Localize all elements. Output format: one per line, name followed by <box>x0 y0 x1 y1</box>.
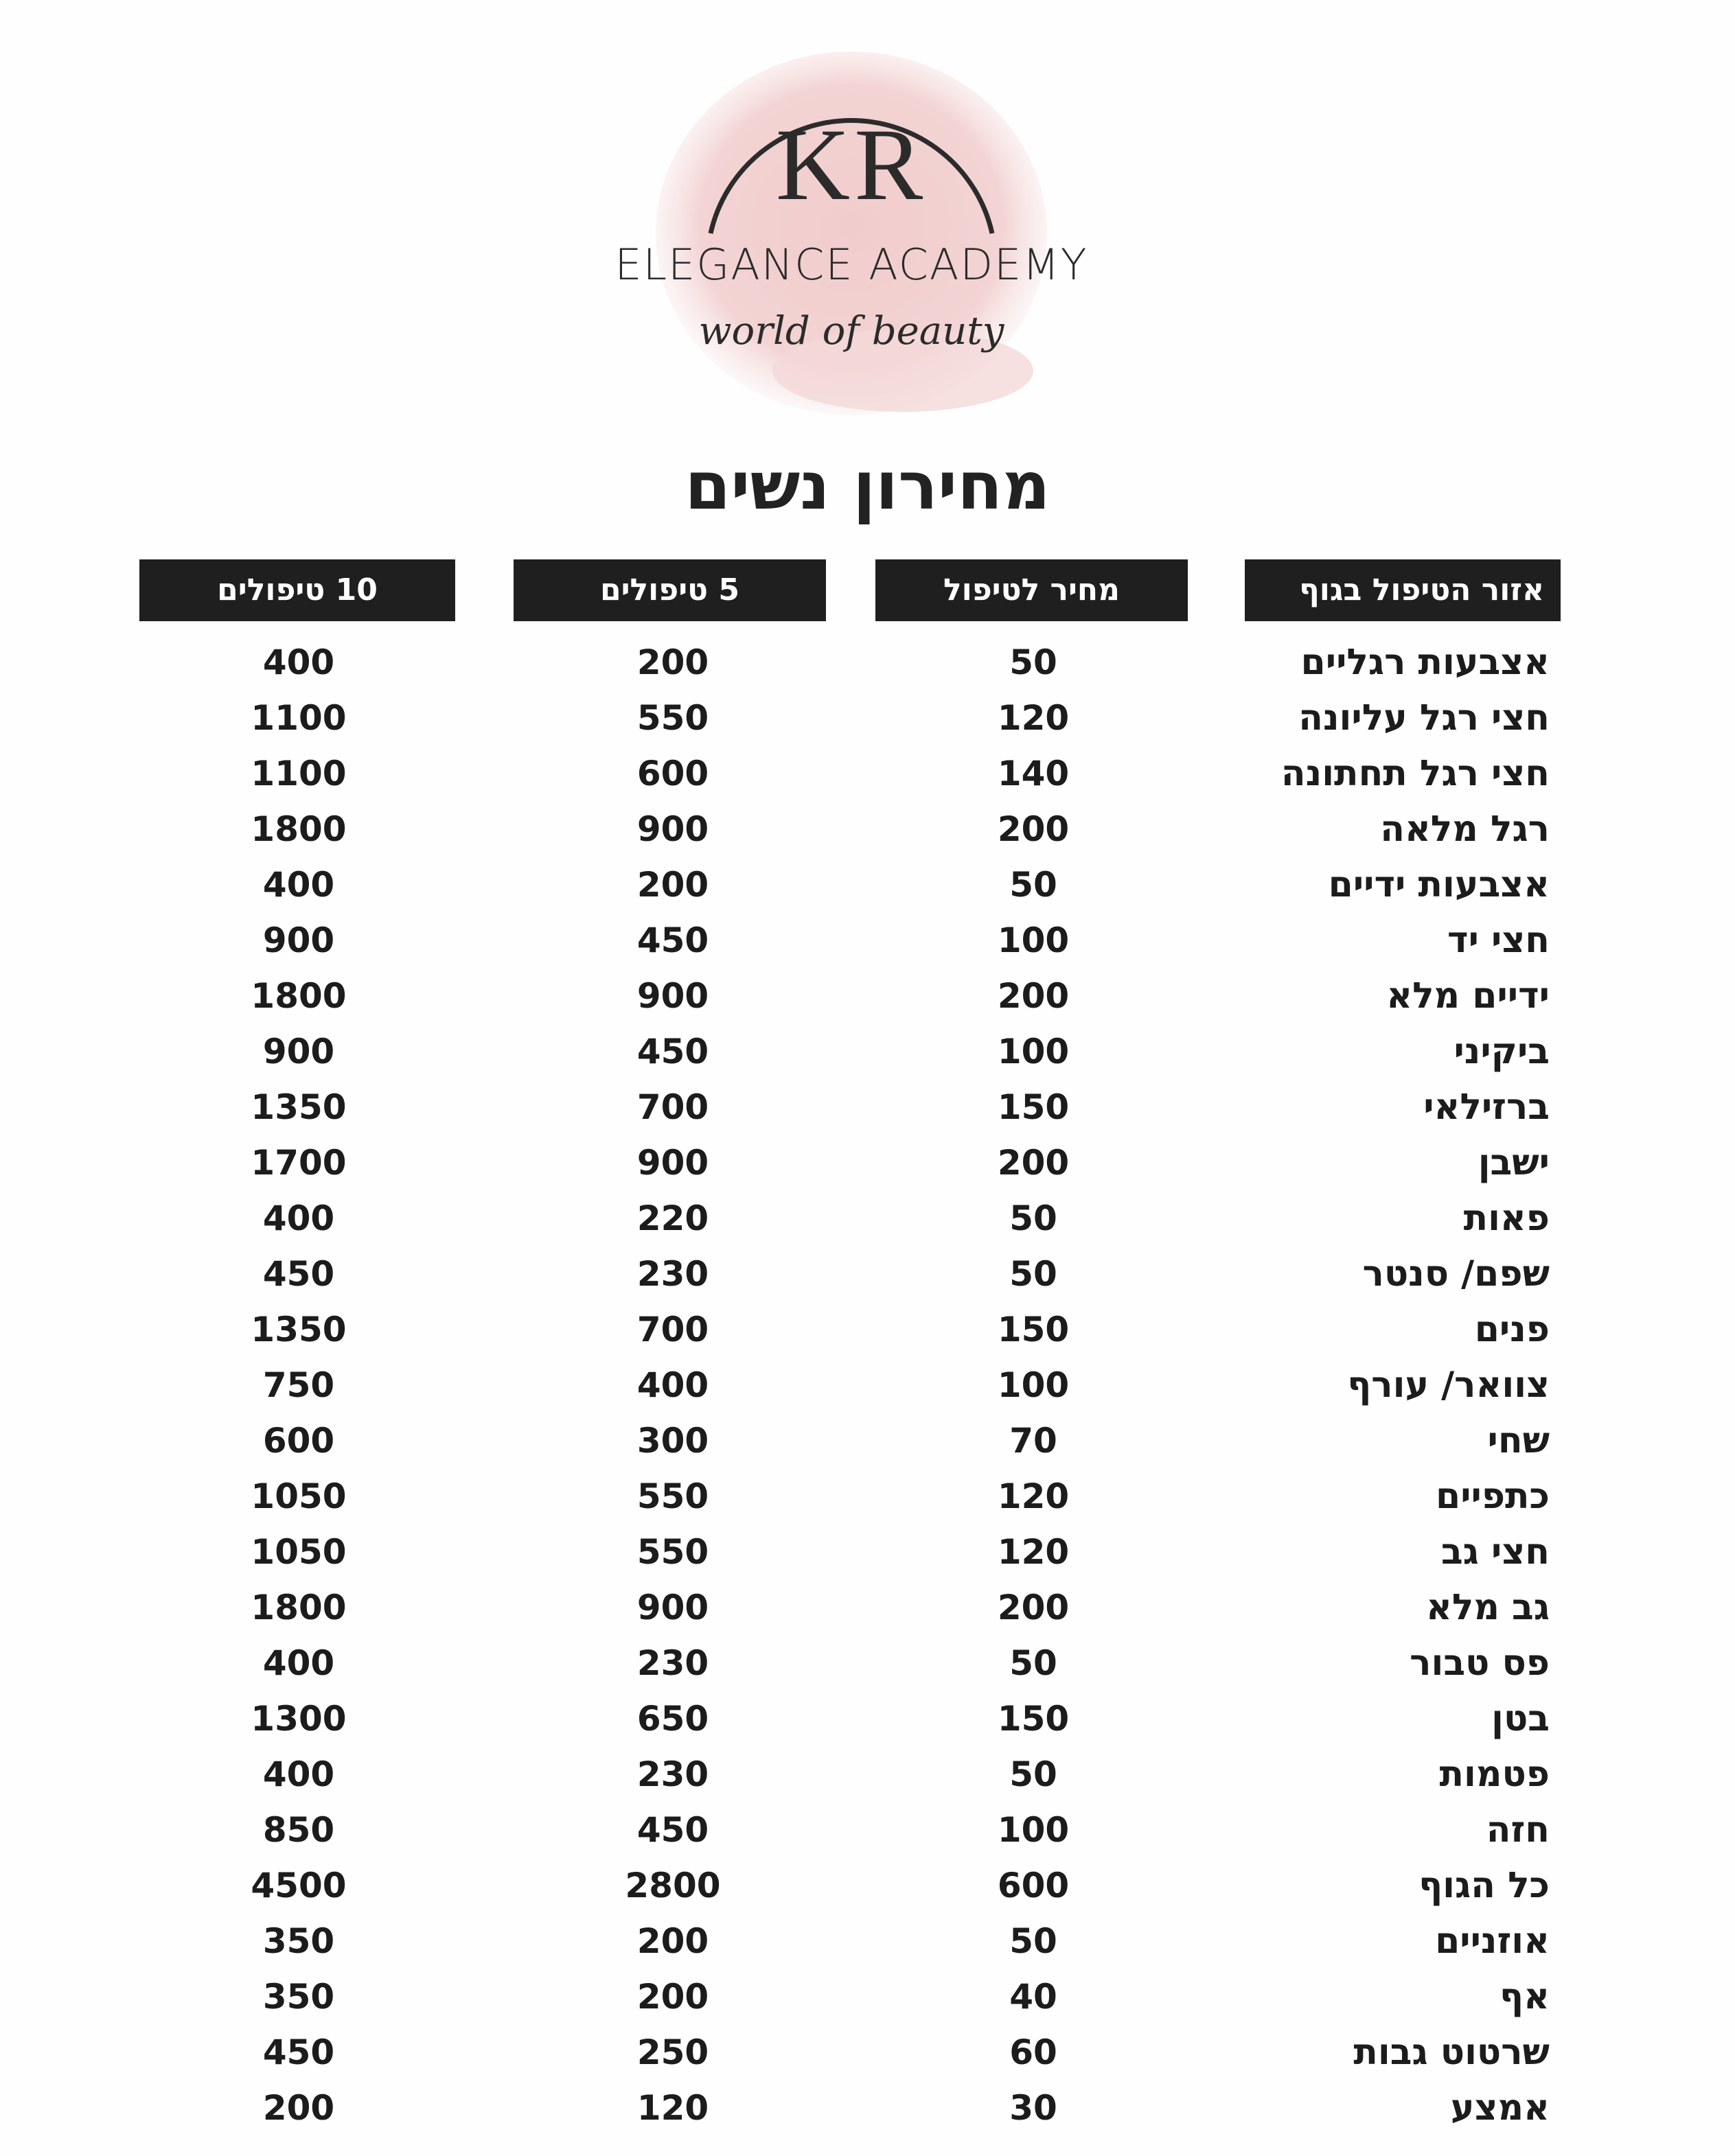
five-treatments-cell: 300 <box>636 1421 709 1461</box>
five-treatments-cell: 900 <box>636 809 709 849</box>
area-cell: בטן <box>1491 1698 1550 1739</box>
ten-treatments-cell: 1350 <box>251 1087 347 1127</box>
area-cell: חצי גב <box>1440 1531 1550 1573</box>
ten-treatments-cell: 1700 <box>251 1143 347 1183</box>
five-treatments-cell: 600 <box>636 754 709 793</box>
area-cell: פס טבור <box>1410 1643 1550 1684</box>
area-cell: שחי <box>1487 1420 1550 1461</box>
price-cell: 120 <box>997 1476 1070 1516</box>
table-row <box>0 1525 1735 1580</box>
ten-treatments-cell: 850 <box>262 1810 335 1850</box>
price-cell: 70 <box>1009 1421 1057 1461</box>
table-row <box>0 1080 1735 1135</box>
five-treatments-cell: 2800 <box>625 1866 721 1905</box>
logo-name: ELEGANCE ACADEMY <box>614 240 1088 290</box>
five-treatments-cell: 550 <box>636 1476 709 1516</box>
five-treatments-cell: 650 <box>636 1699 709 1739</box>
price-cell: 100 <box>997 1365 1070 1405</box>
table-row <box>0 913 1735 969</box>
ten-treatments-cell: 900 <box>262 920 335 960</box>
price-cell: 30 <box>1009 2088 1057 2128</box>
table-row <box>0 1413 1735 1469</box>
five-treatments-cell: 230 <box>636 1643 709 1683</box>
ten-treatments-cell: 4500 <box>251 1866 347 1905</box>
price-cell: 150 <box>997 1087 1070 1127</box>
area-cell: ידיים מלא <box>1386 975 1550 1017</box>
ten-treatments-cell: 900 <box>262 1032 335 1071</box>
five-treatments-cell: 900 <box>636 1588 709 1627</box>
ten-treatments-cell: 400 <box>262 1754 335 1794</box>
table-row <box>0 1858 1735 1914</box>
table-row <box>0 746 1735 802</box>
five-treatments-cell: 200 <box>636 865 709 905</box>
header-ten-treatments: 10 טיפולים <box>139 559 455 621</box>
table-row <box>0 1135 1735 1191</box>
five-treatments-cell: 450 <box>636 1810 709 1850</box>
table-row <box>0 1636 1735 1691</box>
area-cell: אוזניים <box>1435 1921 1550 1962</box>
ten-treatments-cell: 1300 <box>251 1699 347 1739</box>
five-treatments-cell: 900 <box>636 976 709 1016</box>
ten-treatments-cell: 1800 <box>251 1588 347 1627</box>
price-cell: 50 <box>1009 865 1057 905</box>
five-treatments-cell: 200 <box>636 1977 709 2017</box>
price-cell: 200 <box>997 1143 1070 1183</box>
area-cell: פטמות <box>1439 1754 1550 1795</box>
ten-treatments-cell: 350 <box>262 1977 335 2017</box>
five-treatments-cell: 700 <box>636 1087 709 1127</box>
table-row <box>0 1247 1735 1302</box>
five-treatments-cell: 450 <box>636 1032 709 1071</box>
table-row <box>0 2080 1735 2136</box>
price-cell: 120 <box>997 1532 1070 1572</box>
ten-treatments-cell: 1350 <box>251 1310 347 1349</box>
price-cell: 100 <box>997 920 1070 960</box>
ten-treatments-cell: 1100 <box>251 754 347 793</box>
header-price: מחיר לטיפול <box>875 559 1188 621</box>
five-treatments-cell: 230 <box>636 1254 709 1294</box>
five-treatments-cell: 200 <box>636 1921 709 1961</box>
table-row <box>0 1580 1735 1636</box>
ten-treatments-cell: 400 <box>262 865 335 905</box>
table-row <box>0 1469 1735 1525</box>
area-cell: פנים <box>1474 1309 1550 1350</box>
logo-tagline: world of beauty <box>698 309 1004 353</box>
price-cell: 100 <box>997 1032 1070 1071</box>
area-cell: צוואר/ עורף <box>1347 1365 1550 1406</box>
price-cell: 50 <box>1009 1198 1057 1238</box>
table-row <box>0 1024 1735 1080</box>
table-row <box>0 2025 1735 2080</box>
ten-treatments-cell: 1800 <box>251 809 347 849</box>
table-row <box>0 1358 1735 1413</box>
five-treatments-cell: 120 <box>636 2088 709 2128</box>
price-cell: 100 <box>997 1810 1070 1850</box>
price-table <box>0 635 1735 2136</box>
price-cell: 120 <box>997 698 1070 738</box>
header-area: אזור הטיפול בגוף <box>1245 559 1561 621</box>
area-cell: ישבן <box>1478 1142 1550 1183</box>
price-cell: 600 <box>997 1866 1070 1905</box>
five-treatments-cell: 250 <box>636 2032 709 2072</box>
ten-treatments-cell: 450 <box>262 1254 335 1294</box>
ten-treatments-cell: 200 <box>262 2088 335 2128</box>
ten-treatments-cell: 600 <box>262 1421 335 1461</box>
table-row <box>0 1691 1735 1747</box>
five-treatments-cell: 450 <box>636 920 709 960</box>
price-cell: 50 <box>1009 1643 1057 1683</box>
table-row <box>0 1914 1735 1969</box>
table-row <box>0 1969 1735 2025</box>
ten-treatments-cell: 350 <box>262 1921 335 1961</box>
five-treatments-cell: 230 <box>636 1754 709 1794</box>
ten-treatments-cell: 1050 <box>251 1532 347 1572</box>
five-treatments-cell: 550 <box>636 1532 709 1572</box>
price-cell: 50 <box>1009 1754 1057 1794</box>
area-cell: כל הגוף <box>1418 1865 1550 1906</box>
ten-treatments-cell: 400 <box>262 1643 335 1683</box>
ten-treatments-cell: 1800 <box>251 976 347 1016</box>
area-cell: אצבעות ידיים <box>1328 864 1550 905</box>
five-treatments-cell: 900 <box>636 1143 709 1183</box>
five-treatments-cell: 400 <box>636 1365 709 1405</box>
area-cell: ברזילאי <box>1423 1087 1550 1128</box>
table-row <box>0 1191 1735 1247</box>
price-cell: 200 <box>997 976 1070 1016</box>
table-row <box>0 1302 1735 1358</box>
price-cell: 50 <box>1009 1254 1057 1294</box>
ten-treatments-cell: 1050 <box>251 1476 347 1516</box>
area-cell: חזה <box>1486 1809 1550 1851</box>
five-treatments-cell: 200 <box>636 642 709 682</box>
table-row <box>0 802 1735 857</box>
price-cell: 40 <box>1009 1977 1057 2017</box>
ten-treatments-cell: 450 <box>262 2032 335 2072</box>
five-treatments-cell: 550 <box>636 698 709 738</box>
ten-treatments-cell: 750 <box>262 1365 335 1405</box>
table-row <box>0 691 1735 746</box>
area-cell: שרטוט גבות <box>1353 2032 1550 2073</box>
logo <box>590 48 1112 432</box>
area-cell: חצי רגל תחתונה <box>1280 753 1550 794</box>
area-cell: גב מלא <box>1426 1587 1550 1628</box>
table-row <box>0 857 1735 913</box>
table-row <box>0 1803 1735 1858</box>
price-cell: 50 <box>1009 642 1057 682</box>
five-treatments-cell: 700 <box>636 1310 709 1349</box>
area-cell: ביקיני <box>1454 1031 1550 1072</box>
price-cell: 140 <box>997 754 1070 793</box>
area-cell: כתפיים <box>1435 1476 1550 1517</box>
area-cell: חצי יד <box>1447 920 1550 961</box>
table-row <box>0 969 1735 1024</box>
area-cell: אמצע <box>1450 2087 1550 2129</box>
price-cell: 150 <box>997 1310 1070 1349</box>
price-cell: 60 <box>1009 2032 1057 2072</box>
logo-monogram: KR <box>775 108 928 222</box>
ten-treatments-cell: 400 <box>262 642 335 682</box>
price-cell: 50 <box>1009 1921 1057 1961</box>
header-five-treatments: 5 טיפולים <box>514 559 826 621</box>
area-cell: אף <box>1500 1976 1550 2017</box>
price-cell: 200 <box>997 1588 1070 1627</box>
price-cell: 200 <box>997 809 1070 849</box>
area-cell: חצי רגל עליונה <box>1298 697 1550 739</box>
price-cell: 150 <box>997 1699 1070 1739</box>
area-cell: רגל מלאה <box>1380 809 1550 850</box>
ten-treatments-cell: 1100 <box>251 698 347 738</box>
page-title: מחירון נשים <box>685 448 1050 524</box>
ten-treatments-cell: 400 <box>262 1198 335 1238</box>
area-cell: פאות <box>1463 1198 1550 1239</box>
table-row <box>0 635 1735 691</box>
table-row <box>0 1747 1735 1803</box>
five-treatments-cell: 220 <box>636 1198 709 1238</box>
area-cell: אצבעות רגליים <box>1300 642 1550 683</box>
area-cell: שפם/ סנטר <box>1362 1253 1550 1295</box>
